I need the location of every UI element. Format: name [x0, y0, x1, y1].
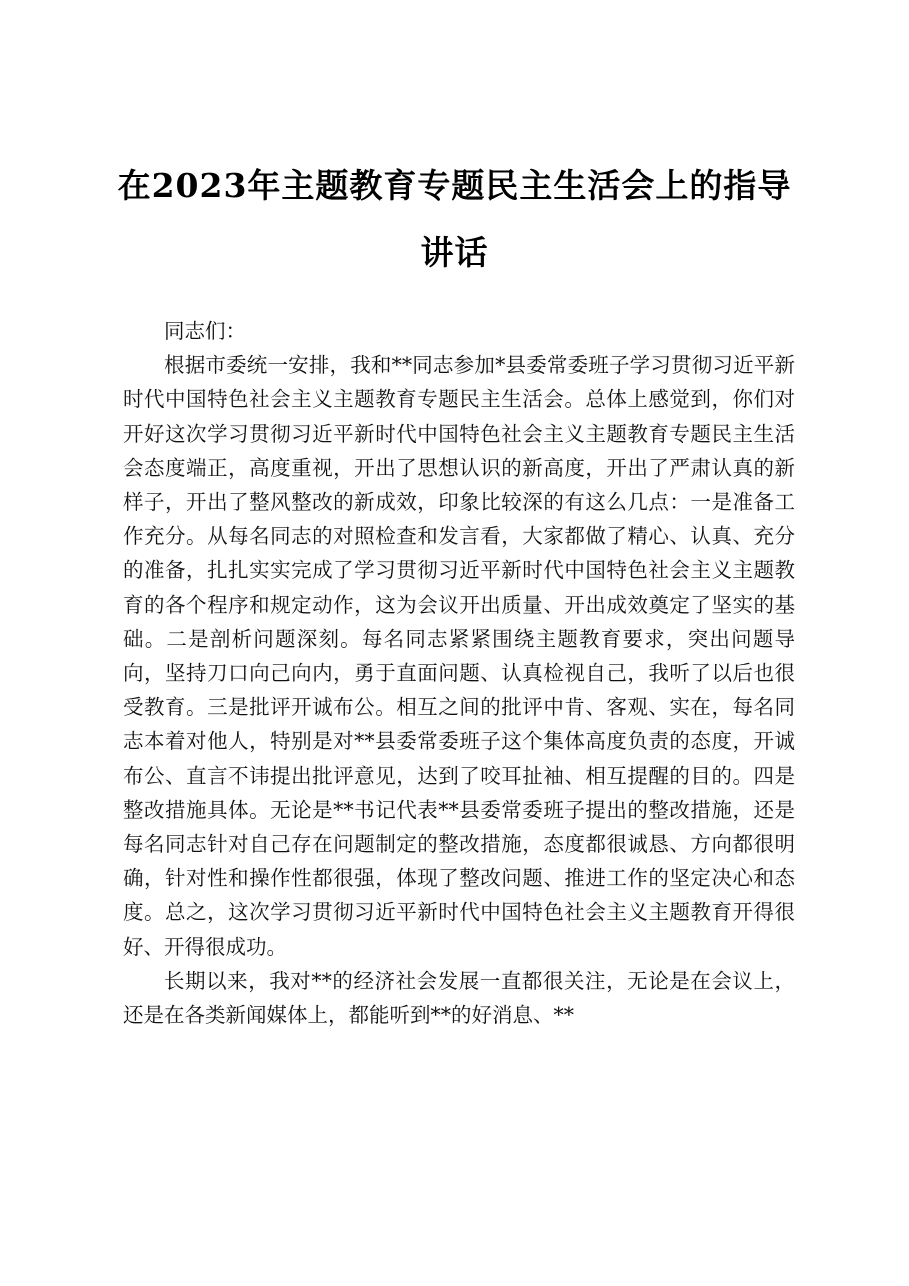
- paragraph-1: 根据市委统一安排，我和**同志参加*县委常委班子学习贯彻习近平新时代中国特色社会主义主题教育专题民主生活会。总体上感觉到，你们对开好这次学习贯彻习近平新时代中国特色社会主义主题教育专题民主生活会态度端正，高度重视，开出了思想认识的新高度，开出了严肃认真的新样子，开出了整风整改的新成效，印象比较深的有这么几点：一是准备工作充分。从每名同志的对照检查和发言看，大家都做了精心、认真、充分的准备，扎扎实实完成了学习贯彻习近平新时代中国特色社会主义主题教育的各个程序和规定动作，这为会议开出质量、开出成效奠定了坚实的基础。二是剖析问题深刻。每名同志紧紧围绕主题教育要求，突出问题导向，坚持刀口向己向内，勇于直面问题、认真检视自己，我听了以后也很受教育。三是批评开诚布公。相互之间的批评中肯、客观、实在，每名同志本着对他人，特别是对**县委常委班子这个集体高度负责的态度，开诚布公、直言不讳提出批评意见，达到了咬耳扯袖、相互提醒的目的。四是整改措施具体。无论是**书记代表**县委常委班子提出的整改措施，还是每名同志针对自己存在问题制定的整改措施，态度都很诚恳、方向都很明确，针对性和操作性都很强，体现了整改问题、推进工作的坚定决心和态度。总之，这次学习贯彻习近平新时代中国特色社会主义主题教育开得很好、开得很成功。: [123, 353, 795, 959]
- salutation: 同志们：: [164, 319, 246, 343]
- document-body: [123, 314, 795, 1032]
- document-title-line-2: 讲话: [420, 233, 489, 272]
- document-title-line-1: 在2023年主题教育专题民主生活会上的指导: [117, 166, 792, 205]
- paragraph-2: 长期以来，我对**的经济社会发展一直都很关注，无论是在会议上，还是在各类新闻媒体上，都能听到**的好消息、**: [123, 968, 795, 1028]
